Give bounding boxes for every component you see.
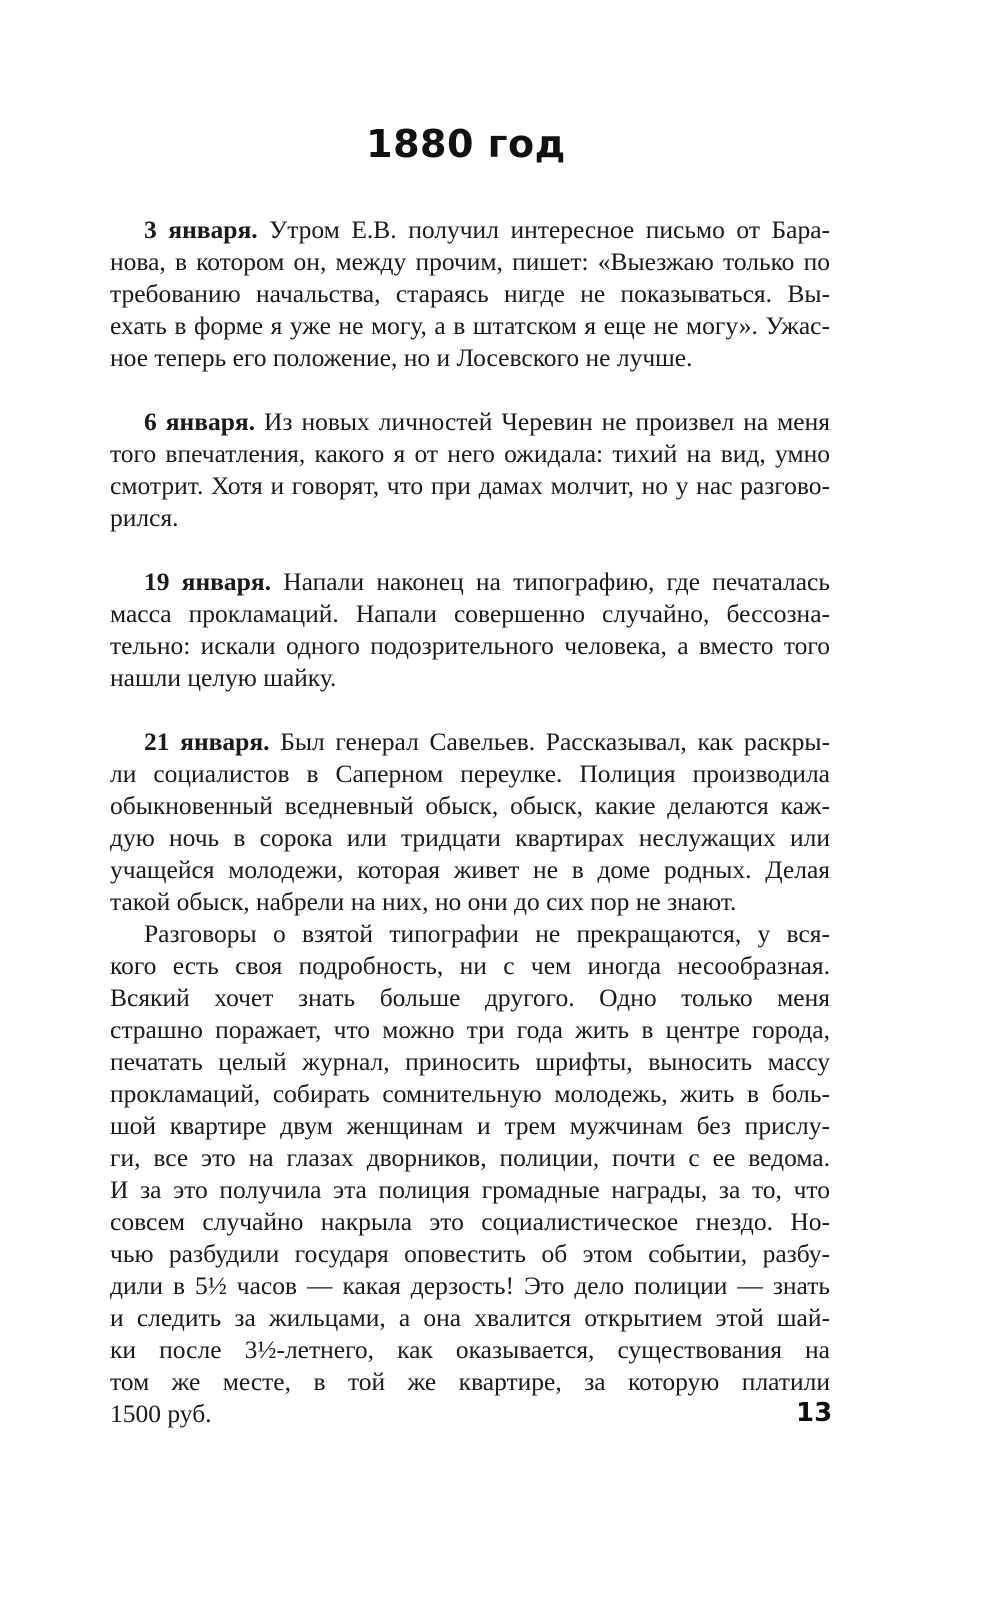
diary-entry xyxy=(110,566,830,694)
line-text: печатать целый журнал, приносить шрифты, выносить массу xyxy=(110,1047,830,1076)
line-text: 1500 руб. xyxy=(110,1399,212,1428)
line-text: нашли целую шайку. xyxy=(110,663,337,692)
text-line xyxy=(110,1302,830,1334)
line-text: Напали наконец на типографию, где печаталась xyxy=(271,567,830,596)
line-text: обыкновенный вседневный обыск, обыск, какие делаются каж- xyxy=(110,791,830,820)
text-line xyxy=(110,438,830,470)
text-line xyxy=(110,1078,830,1110)
line-text: ки после 3½-летнего, как оказывается, существования на xyxy=(110,1335,830,1364)
text-line xyxy=(110,758,830,790)
page-number: 13 xyxy=(796,1398,833,1428)
line-text: дили в 5½ часов — какая дерзость! Это дело полиции — знать xyxy=(110,1271,830,1300)
diary-entry xyxy=(110,214,830,374)
line-text: и следить за жильцами, а она хвалится открытием этой шай- xyxy=(110,1303,830,1332)
text-line xyxy=(110,886,830,918)
entry-date: 3 января. xyxy=(144,215,258,244)
text-line xyxy=(110,1174,830,1206)
text-line xyxy=(110,470,830,502)
text-line xyxy=(110,406,830,438)
text-line xyxy=(110,502,830,534)
line-text: нова, в котором он, между прочим, пишет: «Выезжаю только по xyxy=(110,247,830,276)
line-text: страшно поражает, что можно три года жить в центре города, xyxy=(110,1015,830,1044)
line-text: того впечатления, какого я от него ожидала: тихий на вид, умно xyxy=(110,439,830,468)
line-text: шой квартире двум женщинам и трем мужчинам без прислу- xyxy=(110,1111,830,1140)
line-text: Всякий хочет знать больше другого. Одно только меня xyxy=(110,983,830,1012)
text-line xyxy=(110,918,830,950)
text-line xyxy=(110,1142,830,1174)
body-text xyxy=(110,214,833,1462)
text-line xyxy=(110,1014,830,1046)
line-text: ное теперь его положение, но и Лосевского не лучше. xyxy=(110,343,693,372)
paragraph xyxy=(110,918,833,1430)
text-line xyxy=(110,214,830,246)
entry-date: 19 января. xyxy=(144,567,272,596)
text-line xyxy=(110,278,830,310)
line-text: совсем случайно накрыла это социалистическое гнездо. Но- xyxy=(110,1207,830,1236)
text-line xyxy=(110,1398,833,1430)
line-text: Был генерал Савельев. Рассказывал, как раскры- xyxy=(269,727,830,756)
line-text: ги, все это на глазах дворников, полиции, почти с ее ведома. xyxy=(110,1143,830,1172)
text-line xyxy=(110,726,830,758)
line-text: учащейся молодежи, которая живет не в доме родных. Делая xyxy=(110,855,830,884)
text-line xyxy=(110,790,830,822)
text-line xyxy=(110,310,830,342)
line-text: рился. xyxy=(110,503,179,532)
line-text: Утром Е.В. получил интересное письмо от Бара- xyxy=(257,215,830,244)
line-text: дую ночь в сорока или тридцати квартирах неслужащих или xyxy=(110,823,830,852)
line-text: Из новых личностей Черевин не произвел на меня xyxy=(255,407,830,436)
text-line xyxy=(110,982,830,1014)
line-text: масса прокламаций. Напали совершенно случайно, бессозна- xyxy=(110,599,830,628)
text-line xyxy=(110,950,830,982)
text-line xyxy=(110,566,830,598)
text-line xyxy=(110,1206,830,1238)
line-text: прокламаций, собирать сомнительную молодежь, жить в боль- xyxy=(110,1079,830,1108)
line-text: тельно: искали одного подозрительного человека, а вместо того xyxy=(110,631,830,660)
diary-entry xyxy=(110,726,830,918)
text-line xyxy=(110,1334,830,1366)
text-line xyxy=(110,342,830,374)
entry-date: 6 января. xyxy=(144,407,256,436)
page-title: 1880 год xyxy=(366,122,566,166)
line-text: И за это получила эта полиция громадные награды, за то, что xyxy=(110,1175,830,1204)
line-text: кого есть своя подробность, ни с чем иногда несообразная. xyxy=(110,951,830,980)
line-text: чью разбудили государя оповестить об этом событии, разбу- xyxy=(110,1239,830,1268)
text-line xyxy=(110,246,830,278)
line-text: смотрит. Хотя и говорят, что при дамах молчит, но у нас разгово- xyxy=(110,471,830,500)
text-line xyxy=(110,1046,830,1078)
text-line xyxy=(110,1270,830,1302)
text-line xyxy=(110,1366,830,1398)
entry-date: 21 января. xyxy=(144,727,270,756)
text-line xyxy=(110,630,830,662)
line-text: ехать в форме я уже не могу, а в штатском я еще не могу». Ужас- xyxy=(110,311,830,340)
text-line xyxy=(110,1110,830,1142)
text-line xyxy=(110,1238,830,1270)
line-text: ли социалистов в Саперном переулке. Полиция производила xyxy=(110,759,830,788)
line-text: такой обыск, набрели на них, но они до сих пор не знают. xyxy=(110,887,737,916)
text-line xyxy=(110,662,830,694)
text-line xyxy=(110,854,830,886)
text-line xyxy=(110,822,830,854)
line-text: том же месте, в той же квартире, за которую платили xyxy=(110,1367,830,1396)
text-line xyxy=(110,598,830,630)
line-text: Разговоры о взятой типографии не прекращаются, у вся- xyxy=(144,919,830,948)
diary-entry xyxy=(110,406,830,534)
line-text: требованию начальства, стараясь нигде не показываться. Вы- xyxy=(110,279,830,308)
